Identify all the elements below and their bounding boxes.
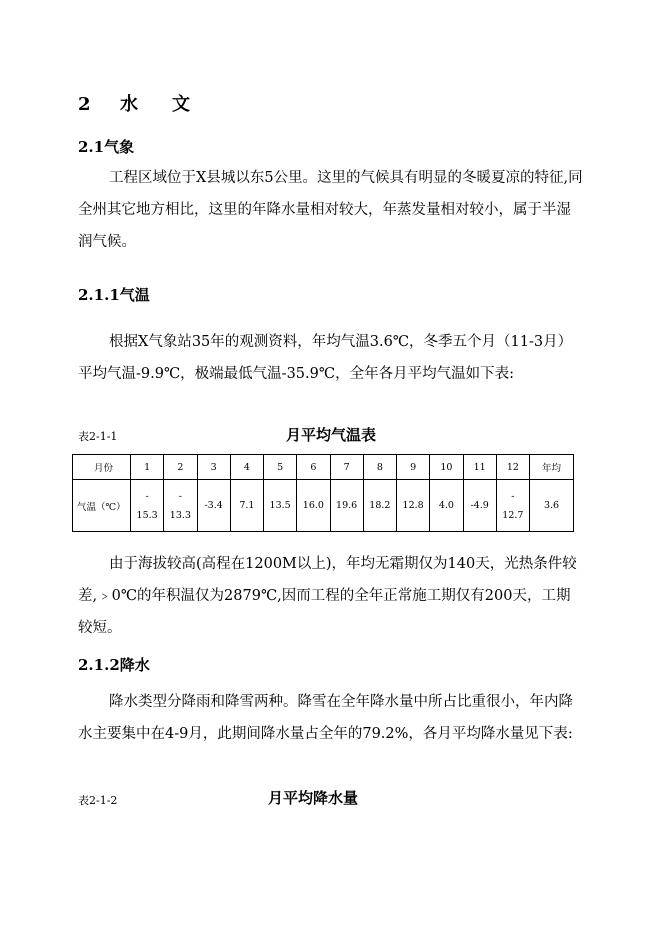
table-value-row xyxy=(73,480,574,532)
section-title-part1: 水 xyxy=(120,94,138,115)
value-cell: 12.8 xyxy=(397,480,430,532)
subsection-heading-2-1-1 xyxy=(78,284,150,305)
annual-value-cell: 3.6 xyxy=(530,480,574,532)
subsection-title: 气温 xyxy=(119,286,150,304)
subsection-number: 2.1 xyxy=(78,138,105,156)
month-cell: 9 xyxy=(397,455,430,480)
month-cell: 11 xyxy=(463,455,496,480)
value-cell: - 12.7 xyxy=(496,480,529,532)
value-cell: 4.0 xyxy=(430,480,463,532)
month-cell: 10 xyxy=(430,455,463,480)
month-cell: 12 xyxy=(496,455,529,480)
subsection-number: 2.1.1 xyxy=(78,286,120,304)
month-cell: 3 xyxy=(197,455,230,480)
value-cell: 13.5 xyxy=(264,480,297,532)
table-2-label: 表2-1-2 xyxy=(78,794,118,807)
table-header-row xyxy=(73,455,574,480)
paragraph-precipitation: 降水类型分降雨和降雪两种。降雪在全年降水量中所占比重很小，年内降水主要集中在4-9月，此期间降水量占全年的79.2%，各月平均降水量见下表: xyxy=(78,694,573,742)
value-cell: -4.9 xyxy=(463,480,496,532)
subsection-number: 2.1.2 xyxy=(78,656,120,674)
paragraph-climate: 工程区域位于X县城以东5公里。这里的气候具有明显的冬暖夏凉的特征,同全州其它地方相比，这里的年降水量相对较大，年蒸发量相对较小，属于半湿润气候。 xyxy=(78,170,583,250)
value-cell: 7.1 xyxy=(230,480,263,532)
row-temperature-label: 气温（℃） xyxy=(73,480,131,532)
month-cell: 5 xyxy=(264,455,297,480)
month-cell: 1 xyxy=(131,455,164,480)
paragraph-frost-free: 由于海拔较高(高程在1200M以上)，年均无霜期仅为140天，光热条件较差,﹥0℃的年积温仅为2879℃,因而工程的全年正常施工期仅有200天，工期较短。 xyxy=(78,556,577,636)
temperature-table xyxy=(72,454,574,532)
header-annual-label: 年均 xyxy=(530,455,574,480)
subsection-title: 气象 xyxy=(104,138,135,156)
table-2-title: 月平均降水量 xyxy=(268,789,359,807)
value-cell: - 13.3 xyxy=(164,480,197,532)
subsection-title: 降水 xyxy=(119,656,150,674)
table-1-title: 月平均气温表 xyxy=(286,426,377,444)
value-cell: -3.4 xyxy=(197,480,230,532)
section-title-part2: 文 xyxy=(172,94,190,115)
table-1-label: 表2-1-1 xyxy=(78,430,118,443)
paragraph-temperature: 根据X气象站35年的观测资料，年均气温3.6℃，冬季五个月（11-3月）平均气温-9.9℃，极端最低气温-35.9℃，全年各月平均气温如下表: xyxy=(78,334,573,382)
month-cell: 6 xyxy=(297,455,330,480)
value-cell: - 15.3 xyxy=(131,480,164,532)
value-cell: 19.6 xyxy=(330,480,363,532)
subsection-heading-2-1 xyxy=(78,136,134,157)
section-number: 2 xyxy=(78,94,91,115)
subsection-heading-2-1-2 xyxy=(78,654,150,675)
value-cell: 16.0 xyxy=(297,480,330,532)
value-cell: 18.2 xyxy=(363,480,396,532)
section-heading xyxy=(78,90,190,116)
month-cell: 7 xyxy=(330,455,363,480)
header-month-label: 月份 xyxy=(73,455,131,480)
month-cell: 2 xyxy=(164,455,197,480)
month-cell: 4 xyxy=(230,455,263,480)
month-cell: 8 xyxy=(363,455,396,480)
